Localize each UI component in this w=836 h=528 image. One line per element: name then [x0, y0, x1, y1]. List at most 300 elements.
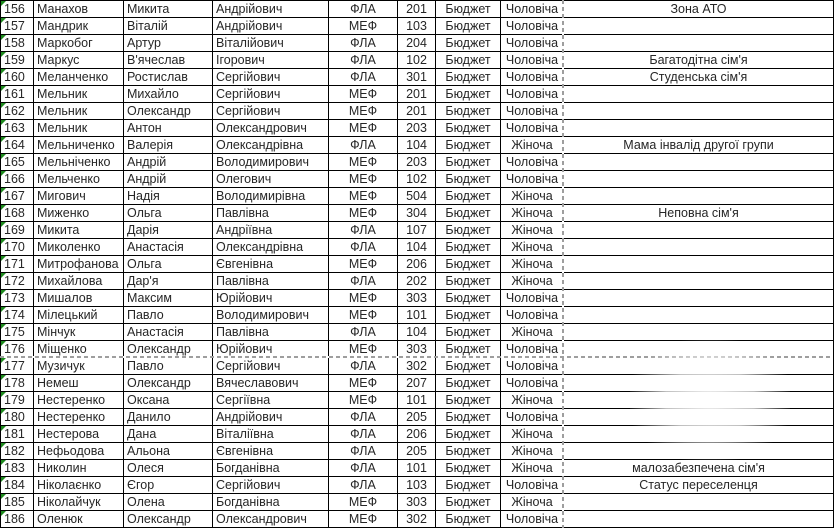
surname-cell[interactable]: Николин — [34, 460, 124, 477]
name-cell[interactable]: Артур — [124, 35, 213, 52]
funding-cell[interactable]: Бюджет — [436, 392, 501, 409]
table-row — [1, 137, 834, 154]
funding-cell[interactable]: Бюджет — [436, 273, 501, 290]
surname-cell[interactable]: Міщенко — [34, 341, 124, 358]
name-cell[interactable]: Олександр — [124, 375, 213, 392]
note-cell[interactable] — [564, 426, 834, 443]
funding-cell[interactable]: Бюджет — [436, 307, 501, 324]
gender-cell[interactable]: Чоловіча — [501, 18, 564, 35]
patronymic-cell[interactable]: Павлівна — [213, 324, 329, 341]
funding-cell[interactable]: Бюджет — [436, 137, 501, 154]
gender-cell[interactable]: Чоловіча — [501, 375, 564, 392]
gender-cell[interactable]: Жіноча — [501, 205, 564, 222]
funding-cell[interactable]: Бюджет — [436, 18, 501, 35]
note-cell[interactable] — [564, 120, 834, 137]
faculty-cell[interactable]: МЕФ — [329, 375, 398, 392]
gender-cell[interactable]: Чоловіча — [501, 120, 564, 137]
row-number-label: 182 — [4, 444, 25, 458]
room-cell[interactable]: 303 — [398, 290, 436, 307]
faculty-cell[interactable]: МЕФ — [329, 120, 398, 137]
error-indicator-icon — [1, 222, 6, 227]
gender-cell[interactable]: Жіноча — [501, 426, 564, 443]
num-cell[interactable] — [1, 86, 34, 103]
num-cell[interactable] — [1, 460, 34, 477]
error-indicator-icon — [1, 86, 6, 91]
row-number-label: 179 — [4, 393, 25, 407]
gender-cell[interactable]: Чоловіча — [501, 69, 564, 86]
room-cell[interactable]: 101 — [398, 307, 436, 324]
room-cell[interactable]: 206 — [398, 426, 436, 443]
name-cell[interactable]: Валерія — [124, 137, 213, 154]
note-cell[interactable] — [564, 341, 834, 358]
note-cell[interactable] — [564, 154, 834, 171]
name-cell[interactable]: Павло — [124, 307, 213, 324]
patronymic-cell[interactable]: Сергійович — [213, 69, 329, 86]
faculty-cell[interactable]: МЕФ — [329, 290, 398, 307]
patronymic-cell[interactable]: Юрійович — [213, 290, 329, 307]
row-number-label: 168 — [4, 206, 25, 220]
surname-cell[interactable]: Мельниченко — [34, 137, 124, 154]
surname-cell[interactable]: Маркус — [34, 52, 124, 69]
num-cell[interactable] — [1, 307, 34, 324]
surname-cell[interactable]: Мельченко — [34, 171, 124, 188]
faculty-cell[interactable]: ФЛА — [329, 239, 398, 256]
name-cell[interactable]: Єгор — [124, 477, 213, 494]
num-cell[interactable] — [1, 494, 34, 511]
note-cell[interactable]: Багатодітна сім'я — [564, 52, 834, 69]
funding-cell[interactable]: Бюджет — [436, 460, 501, 477]
table-row — [1, 409, 834, 426]
num-cell[interactable] — [1, 52, 34, 69]
note-cell[interactable]: Мама інвалід другої групи — [564, 137, 834, 154]
patronymic-cell[interactable]: Віталіївна — [213, 426, 329, 443]
funding-cell[interactable]: Бюджет — [436, 494, 501, 511]
num-cell[interactable] — [1, 154, 34, 171]
surname-cell[interactable]: Мілецький — [34, 307, 124, 324]
error-indicator-icon — [1, 18, 6, 23]
num-cell[interactable] — [1, 69, 34, 86]
note-cell[interactable] — [564, 239, 834, 256]
name-cell[interactable]: Олександр — [124, 103, 213, 120]
room-cell[interactable]: 504 — [398, 188, 436, 205]
funding-cell[interactable]: Бюджет — [436, 154, 501, 171]
note-cell[interactable] — [564, 511, 834, 528]
num-cell[interactable] — [1, 103, 34, 120]
note-cell[interactable] — [564, 273, 834, 290]
num-cell[interactable] — [1, 443, 34, 460]
name-cell[interactable]: Дана — [124, 426, 213, 443]
patronymic-cell[interactable]: Євгенівна — [213, 256, 329, 273]
table-row — [1, 426, 834, 443]
name-cell[interactable]: Альона — [124, 443, 213, 460]
num-cell[interactable] — [1, 222, 34, 239]
patronymic-cell[interactable]: Андрійович — [213, 18, 329, 35]
funding-cell[interactable]: Бюджет — [436, 205, 501, 222]
faculty-cell[interactable]: МЕФ — [329, 154, 398, 171]
name-cell[interactable]: Антон — [124, 120, 213, 137]
note-cell[interactable] — [564, 171, 834, 188]
room-cell[interactable]: 302 — [398, 511, 436, 528]
funding-cell[interactable]: Бюджет — [436, 222, 501, 239]
num-cell[interactable] — [1, 511, 34, 528]
faculty-cell[interactable]: ФЛА — [329, 358, 398, 375]
funding-cell[interactable]: Бюджет — [436, 443, 501, 460]
room-cell[interactable]: 302 — [398, 358, 436, 375]
gender-cell[interactable]: Чоловіча — [501, 52, 564, 69]
name-cell[interactable]: Максим — [124, 290, 213, 307]
room-cell[interactable]: 303 — [398, 494, 436, 511]
gender-cell[interactable]: Чоловіча — [501, 154, 564, 171]
surname-cell[interactable]: Маркобог — [34, 35, 124, 52]
name-cell[interactable]: Ростислав — [124, 69, 213, 86]
num-cell[interactable] — [1, 120, 34, 137]
funding-cell[interactable]: Бюджет — [436, 86, 501, 103]
funding-cell[interactable]: Бюджет — [436, 290, 501, 307]
patronymic-cell[interactable]: Вячеславович — [213, 375, 329, 392]
faculty-cell[interactable]: МЕФ — [329, 18, 398, 35]
funding-cell[interactable]: Бюджет — [436, 358, 501, 375]
faculty-cell[interactable]: ФЛА — [329, 443, 398, 460]
name-cell[interactable]: Андрій — [124, 171, 213, 188]
patronymic-cell[interactable]: Юрійович — [213, 341, 329, 358]
num-cell[interactable] — [1, 205, 34, 222]
gender-cell[interactable]: Чоловіча — [501, 511, 564, 528]
surname-cell[interactable]: Ніколаєнко — [34, 477, 124, 494]
room-cell[interactable]: 101 — [398, 460, 436, 477]
room-cell[interactable]: 204 — [398, 35, 436, 52]
surname-cell[interactable]: Манахов — [34, 1, 124, 18]
num-cell[interactable] — [1, 171, 34, 188]
name-cell[interactable]: Микита — [124, 1, 213, 18]
row-number-label: 166 — [4, 172, 25, 186]
num-cell[interactable] — [1, 324, 34, 341]
room-cell[interactable]: 303 — [398, 341, 436, 358]
surname-cell[interactable]: Мишалов — [34, 290, 124, 307]
gender-cell[interactable]: Жіноча — [501, 392, 564, 409]
surname-cell[interactable]: Нестерова — [34, 426, 124, 443]
surname-cell[interactable]: Оленюк — [34, 511, 124, 528]
surname-cell[interactable]: Мельник — [34, 120, 124, 137]
gender-cell[interactable]: Чоловіча — [501, 103, 564, 120]
faculty-cell[interactable]: ФЛА — [329, 137, 398, 154]
num-cell[interactable] — [1, 137, 34, 154]
note-cell[interactable] — [564, 358, 834, 375]
gender-cell[interactable]: Жіноча — [501, 494, 564, 511]
funding-cell[interactable]: Бюджет — [436, 188, 501, 205]
funding-cell[interactable]: Бюджет — [436, 256, 501, 273]
name-cell[interactable]: Анастасія — [124, 324, 213, 341]
gender-cell[interactable]: Чоловіча — [501, 358, 564, 375]
room-cell[interactable]: 201 — [398, 103, 436, 120]
name-cell[interactable]: Надія — [124, 188, 213, 205]
surname-cell[interactable]: Нефьодова — [34, 443, 124, 460]
gender-cell[interactable]: Жіноча — [501, 188, 564, 205]
name-cell[interactable]: Павло — [124, 358, 213, 375]
name-cell[interactable]: Олександр — [124, 511, 213, 528]
note-cell[interactable] — [564, 103, 834, 120]
room-cell[interactable]: 101 — [398, 392, 436, 409]
num-cell[interactable] — [1, 409, 34, 426]
surname-cell[interactable]: Микита — [34, 222, 124, 239]
surname-cell[interactable]: Миженко — [34, 205, 124, 222]
name-cell[interactable]: Оксана — [124, 392, 213, 409]
row-number-label: 167 — [4, 189, 25, 203]
patronymic-cell[interactable]: Сергійович — [213, 86, 329, 103]
error-indicator-icon — [1, 392, 6, 397]
faculty-cell[interactable]: МЕФ — [329, 307, 398, 324]
error-indicator-icon — [1, 154, 6, 159]
note-cell[interactable]: Статус переселенця — [564, 477, 834, 494]
faculty-cell[interactable]: МЕФ — [329, 494, 398, 511]
room-cell[interactable]: 205 — [398, 443, 436, 460]
room-cell[interactable]: 304 — [398, 205, 436, 222]
note-cell[interactable] — [564, 375, 834, 392]
num-cell[interactable] — [1, 18, 34, 35]
patronymic-cell[interactable]: Володимирович — [213, 154, 329, 171]
name-cell[interactable]: Олександр — [124, 341, 213, 358]
room-cell[interactable]: 104 — [398, 239, 436, 256]
patronymic-cell[interactable]: Олегович — [213, 171, 329, 188]
name-cell[interactable]: Дар'я — [124, 273, 213, 290]
note-cell[interactable] — [564, 494, 834, 511]
note-cell[interactable]: малозабезпечена сім'я — [564, 460, 834, 477]
num-cell[interactable] — [1, 35, 34, 52]
patronymic-cell[interactable]: Євгенівна — [213, 443, 329, 460]
error-indicator-icon — [1, 324, 6, 329]
gender-cell[interactable]: Жіноча — [501, 460, 564, 477]
patronymic-cell[interactable]: Олександрович — [213, 120, 329, 137]
faculty-cell[interactable]: ФЛА — [329, 324, 398, 341]
patronymic-cell[interactable]: Андріївна — [213, 222, 329, 239]
surname-cell[interactable]: Музичук — [34, 358, 124, 375]
faculty-cell[interactable]: МЕФ — [329, 86, 398, 103]
faculty-cell[interactable]: ФЛА — [329, 35, 398, 52]
funding-cell[interactable]: Бюджет — [436, 341, 501, 358]
note-cell[interactable] — [564, 35, 834, 52]
note-cell[interactable] — [564, 188, 834, 205]
num-cell[interactable] — [1, 239, 34, 256]
num-cell[interactable] — [1, 273, 34, 290]
table-row — [1, 120, 834, 137]
name-cell[interactable]: Анастасія — [124, 239, 213, 256]
patronymic-cell[interactable]: Павлівна — [213, 205, 329, 222]
funding-cell[interactable]: Бюджет — [436, 69, 501, 86]
num-cell[interactable] — [1, 1, 34, 18]
num-cell[interactable] — [1, 426, 34, 443]
num-cell[interactable] — [1, 341, 34, 358]
name-cell[interactable]: Ольга — [124, 256, 213, 273]
faculty-cell[interactable]: ФЛА — [329, 426, 398, 443]
funding-cell[interactable]: Бюджет — [436, 171, 501, 188]
num-cell[interactable] — [1, 290, 34, 307]
patronymic-cell[interactable]: Богданівна — [213, 494, 329, 511]
patronymic-cell[interactable]: Ігорович — [213, 52, 329, 69]
name-cell[interactable]: Олена — [124, 494, 213, 511]
num-cell[interactable] — [1, 477, 34, 494]
funding-cell[interactable]: Бюджет — [436, 426, 501, 443]
patronymic-cell[interactable]: Володимирівна — [213, 188, 329, 205]
patronymic-cell[interactable]: Сергіївна — [213, 392, 329, 409]
surname-cell[interactable]: Мандрик — [34, 18, 124, 35]
faculty-cell[interactable]: ФЛА — [329, 69, 398, 86]
patronymic-cell[interactable]: Андрійович — [213, 1, 329, 18]
surname-cell[interactable]: Мельник — [34, 86, 124, 103]
funding-cell[interactable]: Бюджет — [436, 477, 501, 494]
surname-cell[interactable]: Нестеренко — [34, 409, 124, 426]
gender-cell[interactable]: Жіноча — [501, 256, 564, 273]
faculty-cell[interactable]: МЕФ — [329, 103, 398, 120]
gender-cell[interactable]: Чоловіча — [501, 290, 564, 307]
note-cell[interactable] — [564, 443, 834, 460]
name-cell[interactable]: Дарія — [124, 222, 213, 239]
name-cell[interactable]: Віталій — [124, 18, 213, 35]
room-cell[interactable]: 104 — [398, 137, 436, 154]
table-row — [1, 494, 834, 511]
funding-cell[interactable]: Бюджет — [436, 375, 501, 392]
surname-cell[interactable]: Мельник — [34, 103, 124, 120]
gender-cell[interactable]: Чоловіча — [501, 86, 564, 103]
gender-cell[interactable]: Жіноча — [501, 222, 564, 239]
room-cell[interactable]: 202 — [398, 273, 436, 290]
faculty-cell[interactable]: МЕФ — [329, 205, 398, 222]
surname-cell[interactable]: Миколенко — [34, 239, 124, 256]
room-cell[interactable]: 102 — [398, 171, 436, 188]
note-cell[interactable]: Студенська сім'я — [564, 69, 834, 86]
name-cell[interactable]: Олеся — [124, 460, 213, 477]
patronymic-cell[interactable]: Сергійович — [213, 358, 329, 375]
gender-cell[interactable]: Чоловіча — [501, 35, 564, 52]
surname-cell[interactable]: Митрофанова — [34, 256, 124, 273]
name-cell[interactable]: Андрій — [124, 154, 213, 171]
surname-cell[interactable]: Ніколайчук — [34, 494, 124, 511]
patronymic-cell[interactable]: Павлівна — [213, 273, 329, 290]
patronymic-cell[interactable]: Володимирович — [213, 307, 329, 324]
funding-cell[interactable]: Бюджет — [436, 409, 501, 426]
gender-cell[interactable]: Чоловіча — [501, 341, 564, 358]
faculty-cell[interactable]: ФЛА — [329, 409, 398, 426]
num-cell[interactable] — [1, 392, 34, 409]
patronymic-cell[interactable]: Сергійович — [213, 477, 329, 494]
surname-cell[interactable]: Мигович — [34, 188, 124, 205]
note-cell[interactable]: Неповна сім'я — [564, 205, 834, 222]
surname-cell[interactable]: Мінчук — [34, 324, 124, 341]
room-cell[interactable]: 103 — [398, 18, 436, 35]
funding-cell[interactable]: Бюджет — [436, 239, 501, 256]
gender-cell[interactable]: Чоловіча — [501, 307, 564, 324]
num-cell[interactable] — [1, 375, 34, 392]
room-cell[interactable]: 201 — [398, 86, 436, 103]
room-cell[interactable]: 203 — [398, 120, 436, 137]
error-indicator-icon — [1, 103, 6, 108]
faculty-cell[interactable]: МЕФ — [329, 392, 398, 409]
room-cell[interactable]: 206 — [398, 256, 436, 273]
surname-cell[interactable]: Мельніченко — [34, 154, 124, 171]
patronymic-cell[interactable]: Сергійович — [213, 103, 329, 120]
name-cell[interactable]: Михайло — [124, 86, 213, 103]
funding-cell[interactable]: Бюджет — [436, 511, 501, 528]
note-cell[interactable] — [564, 86, 834, 103]
patronymic-cell[interactable]: Андрійович — [213, 409, 329, 426]
note-cell[interactable] — [564, 307, 834, 324]
funding-cell[interactable]: Бюджет — [436, 52, 501, 69]
faculty-cell[interactable]: МЕФ — [329, 171, 398, 188]
num-cell[interactable] — [1, 358, 34, 375]
faculty-cell[interactable]: ФЛА — [329, 222, 398, 239]
patronymic-cell[interactable]: Віталійович — [213, 35, 329, 52]
faculty-cell[interactable]: ФЛА — [329, 477, 398, 494]
patronymic-cell[interactable]: Олександрович — [213, 511, 329, 528]
room-cell[interactable]: 207 — [398, 375, 436, 392]
num-cell[interactable] — [1, 188, 34, 205]
room-cell[interactable]: 301 — [398, 69, 436, 86]
num-cell[interactable] — [1, 256, 34, 273]
note-cell[interactable] — [564, 222, 834, 239]
gender-cell[interactable]: Чоловіча — [501, 1, 564, 18]
surname-cell[interactable]: Меланченко — [34, 69, 124, 86]
faculty-cell[interactable]: ФЛА — [329, 460, 398, 477]
faculty-cell[interactable]: МЕФ — [329, 511, 398, 528]
faculty-cell[interactable]: МЕФ — [329, 188, 398, 205]
gender-cell[interactable]: Чоловіча — [501, 171, 564, 188]
funding-cell[interactable]: Бюджет — [436, 35, 501, 52]
table-row — [1, 256, 834, 273]
gender-cell[interactable]: Чоловіча — [501, 409, 564, 426]
note-cell[interactable] — [564, 18, 834, 35]
note-cell[interactable] — [564, 324, 834, 341]
room-cell[interactable]: 104 — [398, 324, 436, 341]
note-cell[interactable] — [564, 392, 834, 409]
faculty-cell[interactable]: ФЛА — [329, 1, 398, 18]
room-cell[interactable]: 103 — [398, 477, 436, 494]
faculty-cell[interactable]: ФЛА — [329, 273, 398, 290]
row-number-label: 162 — [4, 104, 25, 118]
gender-cell[interactable]: Жіноча — [501, 273, 564, 290]
gender-cell[interactable]: Чоловіча — [501, 477, 564, 494]
name-cell[interactable]: Данило — [124, 409, 213, 426]
faculty-cell[interactable]: МЕФ — [329, 256, 398, 273]
surname-cell[interactable]: Михайлова — [34, 273, 124, 290]
funding-cell[interactable]: Бюджет — [436, 103, 501, 120]
name-cell[interactable]: Ольга — [124, 205, 213, 222]
note-cell[interactable] — [564, 409, 834, 426]
faculty-cell[interactable]: ФЛА — [329, 52, 398, 69]
patronymic-cell[interactable]: Богданівна — [213, 460, 329, 477]
room-cell[interactable]: 107 — [398, 222, 436, 239]
faculty-cell[interactable]: МЕФ — [329, 341, 398, 358]
room-cell[interactable]: 203 — [398, 154, 436, 171]
patronymic-cell[interactable]: Олександрівна — [213, 239, 329, 256]
funding-cell[interactable]: Бюджет — [436, 120, 501, 137]
surname-cell[interactable]: Нестеренко — [34, 392, 124, 409]
note-cell[interactable] — [564, 256, 834, 273]
gender-cell[interactable]: Жіноча — [501, 137, 564, 154]
room-cell[interactable]: 102 — [398, 52, 436, 69]
gender-cell[interactable]: Жіноча — [501, 239, 564, 256]
note-cell[interactable] — [564, 290, 834, 307]
note-cell[interactable]: Зона АТО — [564, 1, 834, 18]
surname-cell[interactable]: Немеш — [34, 375, 124, 392]
name-cell[interactable]: В'ячеслав — [124, 52, 213, 69]
room-cell[interactable]: 201 — [398, 1, 436, 18]
room-cell[interactable]: 205 — [398, 409, 436, 426]
funding-cell[interactable]: Бюджет — [436, 324, 501, 341]
gender-cell[interactable]: Жіноча — [501, 443, 564, 460]
row-number-label: 176 — [4, 342, 25, 356]
error-indicator-icon — [1, 52, 6, 57]
gender-cell[interactable]: Жіноча — [501, 324, 564, 341]
funding-cell[interactable]: Бюджет — [436, 1, 501, 18]
patronymic-cell[interactable]: Олександрівна — [213, 137, 329, 154]
